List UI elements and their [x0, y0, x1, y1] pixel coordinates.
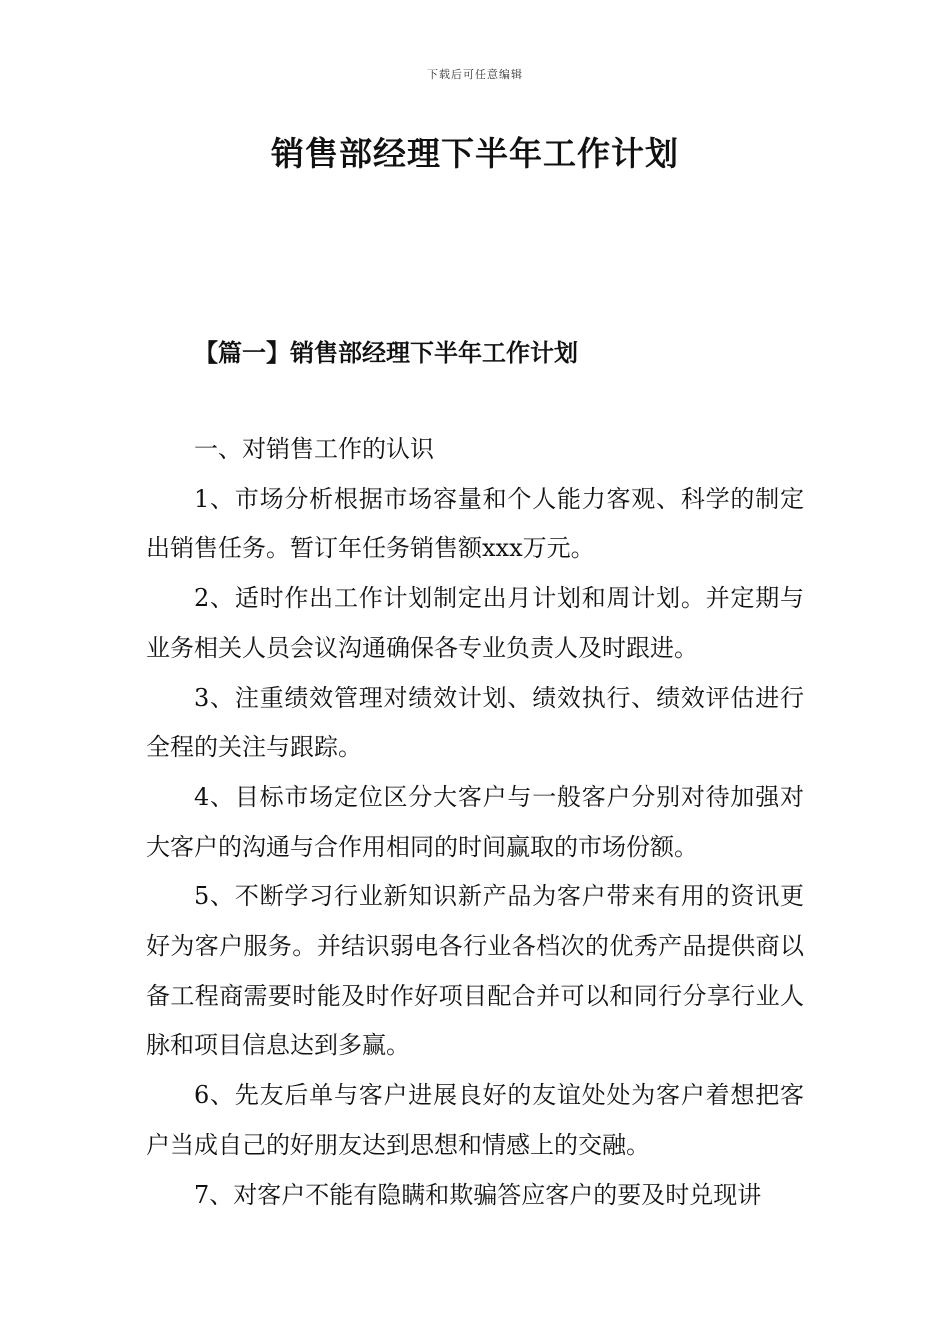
body-text: [146, 425, 804, 1220]
document-title: 销售部经理下半年工作计划: [271, 134, 679, 173]
paragraph: 6、先友后单与客户进展良好的友谊处处为客户着想把客户当成自己的好朋友达到思想和情感上的交融。: [146, 1081, 804, 1159]
section-title: 【篇一】销售部经理下半年工作计划: [194, 338, 578, 367]
header-note: 下载后可任意编辑: [427, 68, 523, 81]
paragraph: 2、适时作出工作计划制定出月计划和周计划。并定期与业务相关人员会议沟通确保各专业负责人及时跟进。: [146, 584, 804, 662]
subsection-heading: 一、对销售工作的认识: [194, 435, 434, 463]
paragraph: 5、不断学习行业新知识新产品为客户带来有用的资讯更好为客户服务。并结识弱电各行业各档次的优秀产品提供商以备工程商需要时能及时作好项目配合并可以和同行分享行业人脉和项目信息达到多赢。: [146, 882, 804, 1060]
paragraph: 3、注重绩效管理对绩效计划、绩效执行、绩效评估进行全程的关注与跟踪。: [146, 683, 804, 762]
paragraph: 7、对客户不能有隐瞒和欺骗答应客户的要及时兑现讲: [194, 1180, 762, 1209]
paragraph: 4、目标市场定位区分大客户与一般客户分别对待加强对大客户的沟通与合作用相同的时间赢取的市场份额。: [146, 782, 804, 861]
paragraph: 1、市场分析根据市场容量和个人能力客观、科学的制定出销售任务。暂订年任务销售额xxx万元。: [146, 484, 804, 563]
